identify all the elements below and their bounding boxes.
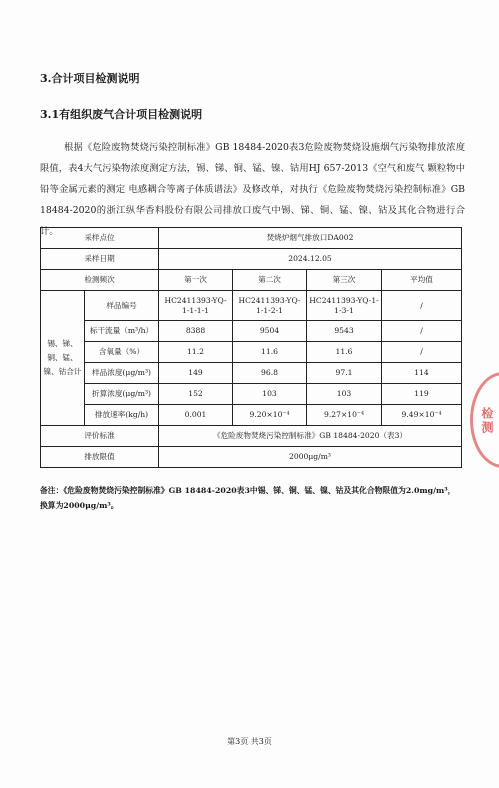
col-header: 第三次: [307, 270, 382, 291]
col-header: 第一次: [159, 270, 233, 291]
table-cell: 96.8: [233, 363, 307, 384]
table-cell: 103: [307, 384, 382, 405]
table-cell: 8388: [159, 321, 233, 342]
table-row: [41, 363, 462, 384]
table-row: [41, 447, 462, 468]
page-footer: 第3页 共3页: [227, 737, 272, 746]
table-cell: /: [382, 291, 462, 321]
table-cell: 0.001: [159, 405, 233, 426]
table-cell: 9.49×10⁻⁴: [382, 405, 462, 426]
table-cell: 11.6: [307, 342, 382, 363]
sample-date-label: 采样日期: [41, 249, 159, 270]
row-label: 样品浓度(μg/m³): [85, 363, 159, 384]
table-row: [41, 342, 462, 363]
table-cell: 9504: [233, 321, 307, 342]
section-heading: 3.合计项目检测说明: [40, 72, 140, 85]
table-cell: HC2411393-YQ-1-1-3-1: [307, 291, 382, 321]
sample-point-value: 焚烧炉烟气排放口DA002: [159, 228, 462, 249]
intro-paragraph: 根据《危险废物焚烧污染控制标准》GB 18484-2020表3危险废物焚烧设施烟气污染物排放浓度限值，表4大气污染物浓度测定方法，锡、锑、铜、锰、镍、钴用HJ 657-2013《空气和废气 颗粒物中铅等金属元素的测定 电感耦合等离子体质谱法》及修改单，对执行《危险废物焚烧污染控制标准》GB 18484-2020的浙江纵华香料股份有限公司排放口废气中锡、锑、铜、锰、镍、钴及其化合物进行合计。: [40, 142, 465, 237]
table-row: [41, 384, 462, 405]
row-label: 含氧量（%）: [85, 342, 159, 363]
table-cell: 11.2: [159, 342, 233, 363]
standard-value: 《危险废物焚烧污染控制标准》GB 18484-2020（表3）: [159, 426, 462, 447]
row-label: 排放速率(kg/h): [85, 405, 159, 426]
table-cell: HC2411393-YQ-1-1-1-1: [159, 291, 233, 321]
table-row: [41, 405, 462, 426]
table-cell: 152: [159, 384, 233, 405]
table-cell: 97.1: [307, 363, 382, 384]
table-cell: 11.6: [233, 342, 307, 363]
table-cell: 114: [382, 363, 462, 384]
table-cell: 149: [159, 363, 233, 384]
limit-label: 排放限值: [41, 447, 159, 468]
row-label: 标干流量（m³/h）: [85, 321, 159, 342]
row-label: 样品编号: [85, 291, 159, 321]
col-header: 平均值: [382, 270, 462, 291]
results-table: [40, 227, 462, 468]
sample-point-label: 采样点位: [41, 228, 159, 249]
seal-stamp: [470, 372, 499, 468]
seal-text: 检测: [480, 407, 494, 435]
sample-date-value: 2024.12.05: [159, 249, 462, 270]
table-row: [41, 270, 462, 291]
table-row: [41, 249, 462, 270]
table-row: [41, 426, 462, 447]
table-cell: 9.20×10⁻⁴: [233, 405, 307, 426]
remark-note: 备注：《危险废物焚烧污染控制标准》GB 18484-2020表3中锡、锑、铜、锰、镍、钴及其化合物限值为2.0mg/m³，换算为2000μg/m³。: [40, 486, 456, 510]
limit-value: 2000μg/m³: [159, 447, 462, 468]
table-row: [41, 321, 462, 342]
table-row: [41, 228, 462, 249]
row-label: 折算浓度(μg/m³): [85, 384, 159, 405]
table-cell: HC2411393-YQ-1-1-2-1: [233, 291, 307, 321]
subsection-heading: 3.1有组织废气合计项目检测说明: [40, 108, 203, 121]
table-cell: /: [382, 321, 462, 342]
group-label: 锡、锑、铜、锰、镍、钴合计: [41, 291, 85, 426]
table-cell: 119: [382, 384, 462, 405]
table-cell: 9543: [307, 321, 382, 342]
table-row: [41, 291, 462, 321]
col-header: 第二次: [233, 270, 307, 291]
table-cell: /: [382, 342, 462, 363]
standard-label: 评价标准: [41, 426, 159, 447]
freq-label: 检测频次: [41, 270, 159, 291]
table-cell: 9.27×10⁻⁴: [307, 405, 382, 426]
table-cell: 103: [233, 384, 307, 405]
